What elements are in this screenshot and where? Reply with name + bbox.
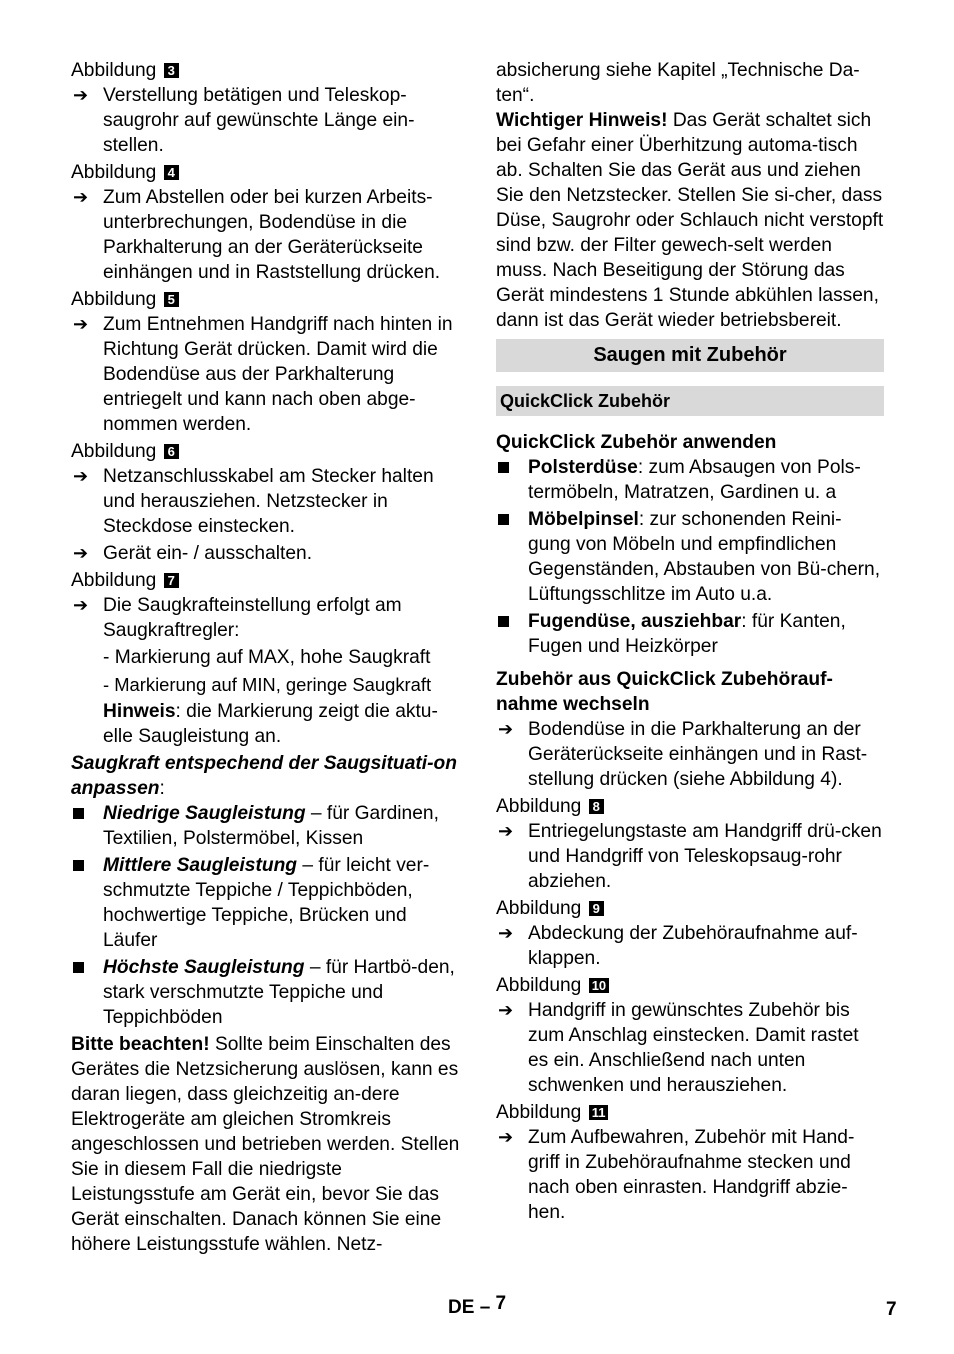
subsection-heading: QuickClick Zubehör bbox=[496, 386, 884, 416]
figure-ref-4: Abbildung 4 bbox=[71, 160, 463, 185]
arrow-icon: ➔ bbox=[73, 187, 89, 207]
figure-number-badge: 9 bbox=[589, 901, 604, 916]
arrow-icon: ➔ bbox=[73, 314, 89, 334]
figure-ref-5: Abbildung 5 bbox=[71, 287, 463, 312]
step-item: ➔ Zum Aufbewahren, Zubehör mit Hand-griff in Zubehöraufnahme stecken und nach oben einrasten. Handgriff abzie-hen. bbox=[498, 1127, 855, 1223]
accessory-item: Möbelpinsel: zur schonenden Reini-gung von Möbeln und empfindlichen Gegenständen, Abstauben von Bü-chern, Lüftungsschlitze im Auto u.a. bbox=[496, 507, 884, 607]
step-item: ➔ Abdeckung der Zubehöraufnahme auf-klappen. bbox=[498, 923, 858, 969]
accessory-item: Polsterdüse: zum Absaugen von Pols-termöbeln, Matratzen, Gardinen u. a bbox=[496, 455, 884, 505]
step-item: ➔ Handgriff in gewünschtes Zubehör bis zum Anschlag einstecken. Damit rastet es ein. Anschließend nach unten schwenken und herausziehen. bbox=[498, 1000, 859, 1096]
figure-ref-7: Abbildung 7 bbox=[71, 568, 463, 593]
arrow-icon: ➔ bbox=[73, 543, 89, 563]
step-item: ➔ Die Saugkrafteinstellung erfolgt am Saugkraftregler: bbox=[73, 595, 402, 641]
arrow-icon: ➔ bbox=[498, 1000, 514, 1020]
arrow-icon: ➔ bbox=[73, 85, 89, 105]
square-bullet-icon bbox=[73, 962, 84, 973]
step-item: ➔ Zum Entnehmen Handgriff nach hinten in Richtung Gerät drücken. Damit wird die Bodendüse aus der Parkhalterung entriegelt und kann nach oben abge-nommen werden. bbox=[73, 314, 453, 435]
figure-number-badge: 11 bbox=[589, 1105, 609, 1120]
arrow-icon: ➔ bbox=[73, 466, 89, 486]
figure-number-badge: 8 bbox=[589, 799, 604, 814]
figure-number-badge: 6 bbox=[164, 444, 179, 459]
change-heading: Zubehör aus QuickClick Zubehörauf-nahme wechseln bbox=[496, 669, 833, 715]
figure-ref-11: Abbildung 11 bbox=[496, 1100, 884, 1125]
figure-number-badge: 5 bbox=[164, 292, 179, 307]
note-paragraph: Bitte beachten! Sollte beim Einschalten des Gerätes die Netzsicherung auslösen, kann es daran liegen, dass gleichzeitig an-dere Elektrogeräte am gleichen Stromkreis angeschlossen und betrieben werden. Stellen Sie in diesem Fall die niedrigste Leistungsstufe am Gerät ein, bevor Sie das Gerät einschalten. Danach können Sie eine höhere Leistungsstufe wählen. Netz- bbox=[71, 1034, 460, 1255]
accessory-item: Fugendüse, ausziehbar: für Kanten, Fugen und Heizkörper bbox=[496, 609, 884, 659]
figure-number-badge: 3 bbox=[164, 63, 179, 78]
footer-page-label: DE – 7 bbox=[448, 1293, 507, 1318]
important-note: Wichtiger Hinweis! Das Gerät schaltet sich bei Gefahr einer Überhitzung automa-tisch ab. Schalten Sie das Gerät aus und ziehen Sie den Netzstecker. Stellen Sie si-cher, dass Düse, Saugrohr oder Schlauch nicht verstopft sind bzw. der Filter gewech-selt werden muss. Nach Beseitigung der Störung das Gerät mindestens 1 Stunde abkühlen lassen, dann ist das Gerät wieder betriebsbereit. bbox=[496, 110, 884, 331]
arrow-icon: ➔ bbox=[498, 821, 514, 841]
use-heading: QuickClick Zubehör anwenden bbox=[496, 432, 777, 453]
step-item: ➔ Zum Abstellen oder bei kurzen Arbeits-unterbrechungen, Bodendüse in die Parkhalterung an der Geräterückseite einhängen und in Raststellung drücken. bbox=[73, 187, 441, 283]
figure-number-badge: 10 bbox=[589, 978, 609, 993]
hint-text: Hinweis: die Markierung zeigt die aktu-elle Saugleistung an. bbox=[103, 701, 438, 747]
square-bullet-icon bbox=[498, 514, 509, 525]
step-item: ➔ Verstellung betätigen und Teleskop-saugrohr auf gewünschte Länge ein-stellen. bbox=[73, 85, 415, 156]
level-item: Mittlere Saugleistung – für leicht ver-schmutzte Teppiche / Teppichböden, hochwertige Teppiche, Brücken und Läufer bbox=[71, 853, 463, 953]
setting-max: - Markierung auf MAX, hohe Saugkraft bbox=[103, 647, 431, 668]
level-item: Höchste Saugleistung – für Hartbö-den, stark verschmutzte Teppiche und Teppichböden bbox=[71, 955, 463, 1030]
section-heading: Saugen mit Zubehör bbox=[496, 339, 884, 372]
figure-ref-3: Abbildung 3 bbox=[71, 58, 463, 83]
step-item: ➔ Gerät ein- / ausschalten. bbox=[73, 543, 313, 564]
figure-ref-10: Abbildung 10 bbox=[496, 973, 884, 998]
figure-ref-6: Abbildung 6 bbox=[71, 439, 463, 464]
square-bullet-icon bbox=[498, 462, 509, 473]
step-item: ➔ Bodendüse in die Parkhalterung an der Geräterückseite einhängen und in Rast-stellung drücken (siehe Abbildung 4). bbox=[498, 719, 868, 790]
left-column bbox=[71, 58, 463, 1257]
figure-ref-9: Abbildung 9 bbox=[496, 896, 884, 921]
adapt-heading: Saugkraft entspechend der Saugsituati-on anpassen: bbox=[71, 753, 457, 799]
level-item: Niedrige Saugleistung – für Gardinen, Textilien, Polstermöbel, Kissen bbox=[71, 801, 463, 851]
figure-ref-8: Abbildung 8 bbox=[496, 794, 884, 819]
arrow-icon: ➔ bbox=[73, 595, 89, 615]
arrow-icon: ➔ bbox=[498, 923, 514, 943]
footer-page-number: 7 bbox=[886, 1299, 897, 1320]
square-bullet-icon bbox=[498, 616, 509, 627]
step-item: ➔ Netzanschlusskabel am Stecker halten und herausziehen. Netzstecker in Steckdose einstecken. bbox=[73, 466, 434, 537]
continued-text: absicherung siehe Kapitel „Technische Da-ten“. bbox=[496, 60, 860, 106]
arrow-icon: ➔ bbox=[498, 1127, 514, 1147]
square-bullet-icon bbox=[73, 860, 84, 871]
square-bullet-icon bbox=[73, 808, 84, 819]
figure-number-badge: 4 bbox=[164, 165, 179, 180]
setting-min: - Markierung auf MIN, geringe Saugkraft bbox=[103, 674, 432, 695]
step-item: ➔ Entriegelungstaste am Handgriff drü-cken und Handgriff von Teleskopsaug-rohr abziehen. bbox=[498, 821, 882, 892]
figure-number-badge: 7 bbox=[164, 573, 179, 588]
right-column bbox=[496, 58, 884, 1227]
arrow-icon: ➔ bbox=[498, 719, 514, 739]
